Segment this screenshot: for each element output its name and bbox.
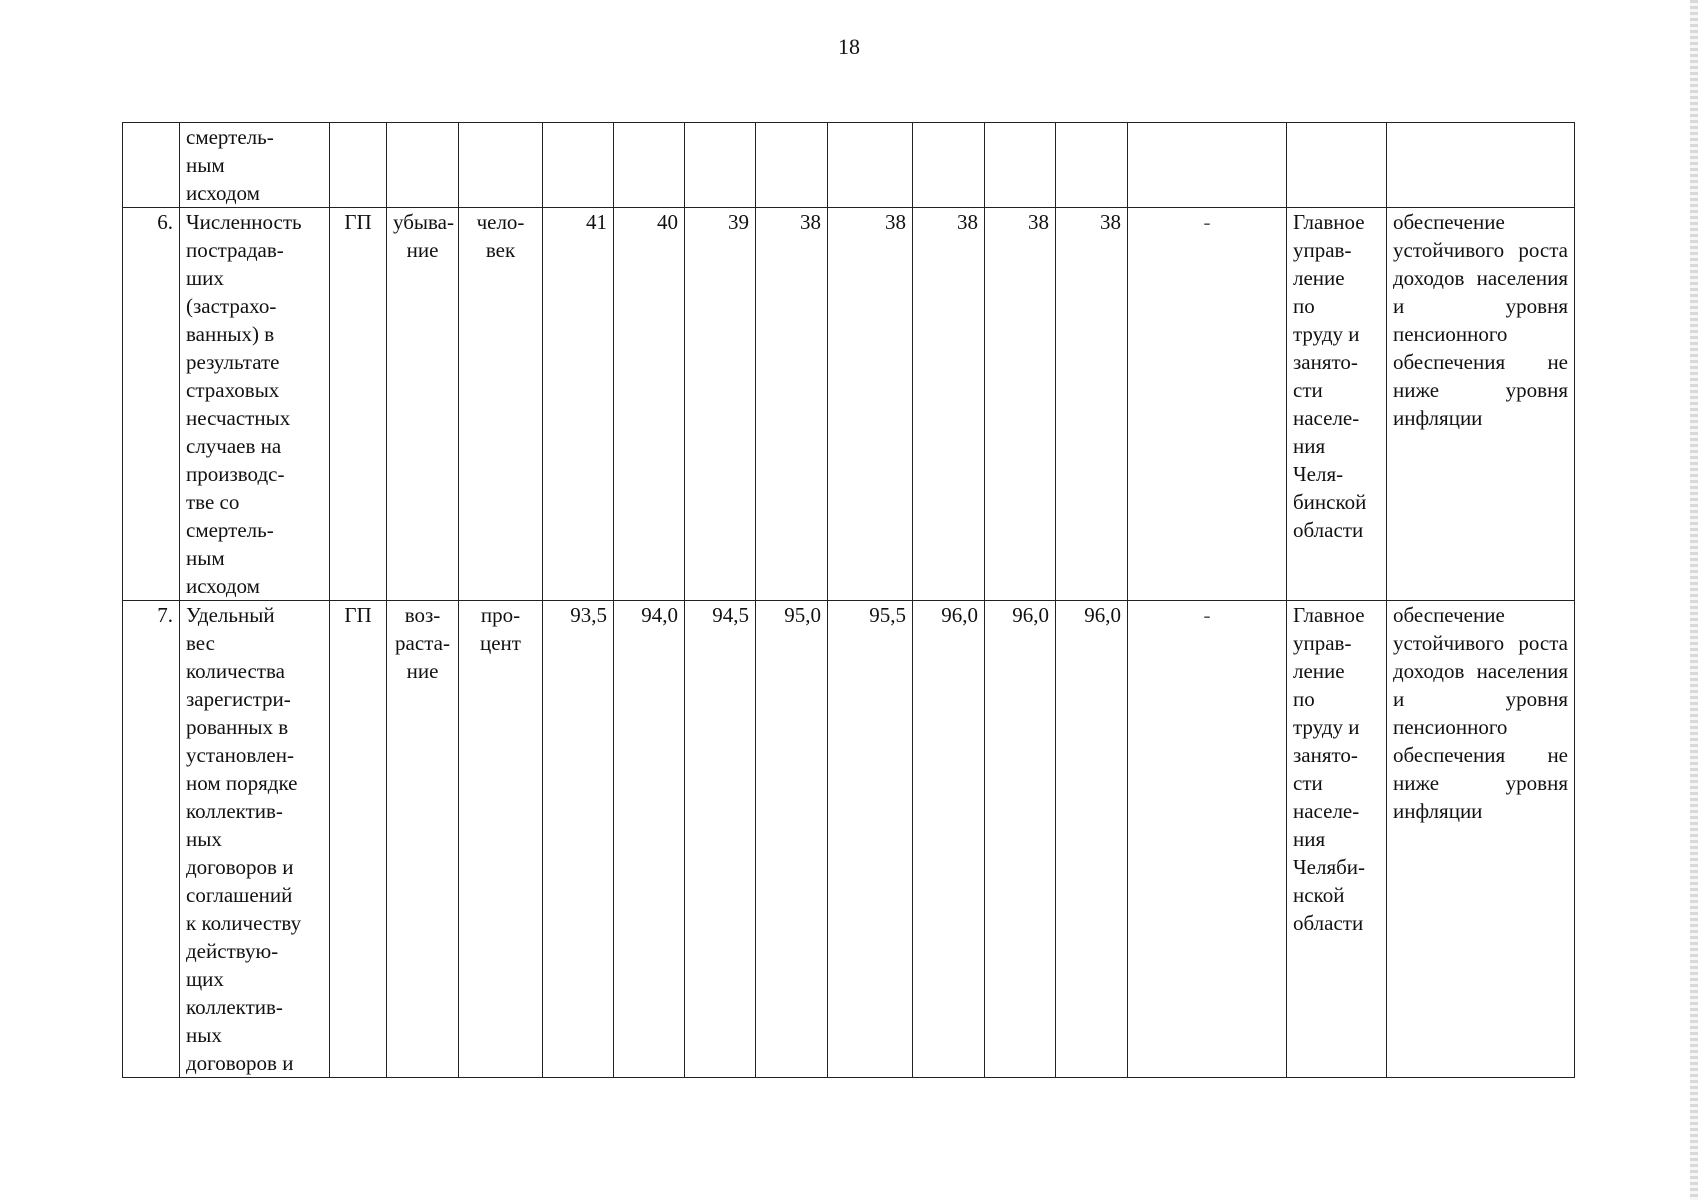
value-cell: 94,0 bbox=[614, 601, 685, 1078]
unit-of-measure: чело- век bbox=[459, 208, 543, 601]
value-cell: 38 bbox=[1056, 208, 1128, 601]
row-number: 6. bbox=[123, 208, 180, 601]
program-code: ГП bbox=[330, 601, 387, 1078]
value-cell: 93,5 bbox=[543, 601, 614, 1078]
indicator-name: Численность пострадав- ших (застрахо- ванных) в результате страховых несчастных случаев на производс- тве со смертель- ным исходом bbox=[180, 208, 330, 601]
program-code bbox=[330, 123, 387, 208]
indicator-name: смертель- ным исходом bbox=[180, 123, 330, 208]
goal-text bbox=[1387, 123, 1575, 208]
value-cell bbox=[543, 123, 614, 208]
base-value bbox=[1128, 123, 1287, 208]
value-cell: 39 bbox=[685, 208, 756, 601]
row-number bbox=[123, 123, 180, 208]
value-cell bbox=[913, 123, 985, 208]
value-cell bbox=[685, 123, 756, 208]
indicators-table bbox=[122, 122, 1575, 1078]
value-cell bbox=[756, 123, 828, 208]
trend-direction: убыва- ние bbox=[387, 208, 459, 601]
responsible-body bbox=[1287, 123, 1387, 208]
value-cell bbox=[985, 123, 1056, 208]
goal-text: обеспечение устойчивого роста доходов населения и уровня пенсионного обеспечения не ниже уровня инфляции bbox=[1387, 208, 1575, 601]
value-cell: 40 bbox=[614, 208, 685, 601]
value-cell bbox=[1056, 123, 1128, 208]
value-cell: 95,0 bbox=[756, 601, 828, 1078]
program-code: ГП bbox=[330, 208, 387, 601]
unit-of-measure bbox=[459, 123, 543, 208]
table-row-continuation bbox=[123, 123, 1575, 208]
unit-of-measure: про- цент bbox=[459, 601, 543, 1078]
goal-text: обеспечение устойчивого роста доходов населения и уровня пенсионного обеспечения не ниже уровня инфляции bbox=[1387, 601, 1575, 1078]
value-cell: 94,5 bbox=[685, 601, 756, 1078]
indicator-name: Удельный вес количества зарегистри- рованных в установлен- ном порядке коллектив- ных договоров и соглашений к количеству действую- щих коллектив- ных договоров и bbox=[180, 601, 330, 1078]
base-value: - bbox=[1128, 601, 1287, 1078]
base-value: - bbox=[1128, 208, 1287, 601]
value-cell: 38 bbox=[756, 208, 828, 601]
trend-direction bbox=[387, 123, 459, 208]
value-cell bbox=[828, 123, 913, 208]
value-cell: 38 bbox=[913, 208, 985, 601]
responsible-body: Главное управ- ление по труду и занято- сти населе- ния Челяби- нской области bbox=[1287, 601, 1387, 1078]
page-number: 18 bbox=[838, 34, 860, 59]
value-cell: 41 bbox=[543, 208, 614, 601]
value-cell: 38 bbox=[985, 208, 1056, 601]
table-row-7 bbox=[123, 601, 1575, 1078]
value-cell: 96,0 bbox=[985, 601, 1056, 1078]
responsible-body: Главное управ- ление по труду и занято- сти населе- ния Челя- бинской области bbox=[1287, 208, 1387, 601]
value-cell: 95,5 bbox=[828, 601, 913, 1078]
value-cell: 96,0 bbox=[1056, 601, 1128, 1078]
value-cell: 96,0 bbox=[913, 601, 985, 1078]
value-cell: 38 bbox=[828, 208, 913, 601]
value-cell bbox=[614, 123, 685, 208]
scan-edge-artifact bbox=[1690, 0, 1698, 1200]
row-number: 7. bbox=[123, 601, 180, 1078]
trend-direction: воз- раста- ние bbox=[387, 601, 459, 1078]
table-row-6 bbox=[123, 208, 1575, 601]
